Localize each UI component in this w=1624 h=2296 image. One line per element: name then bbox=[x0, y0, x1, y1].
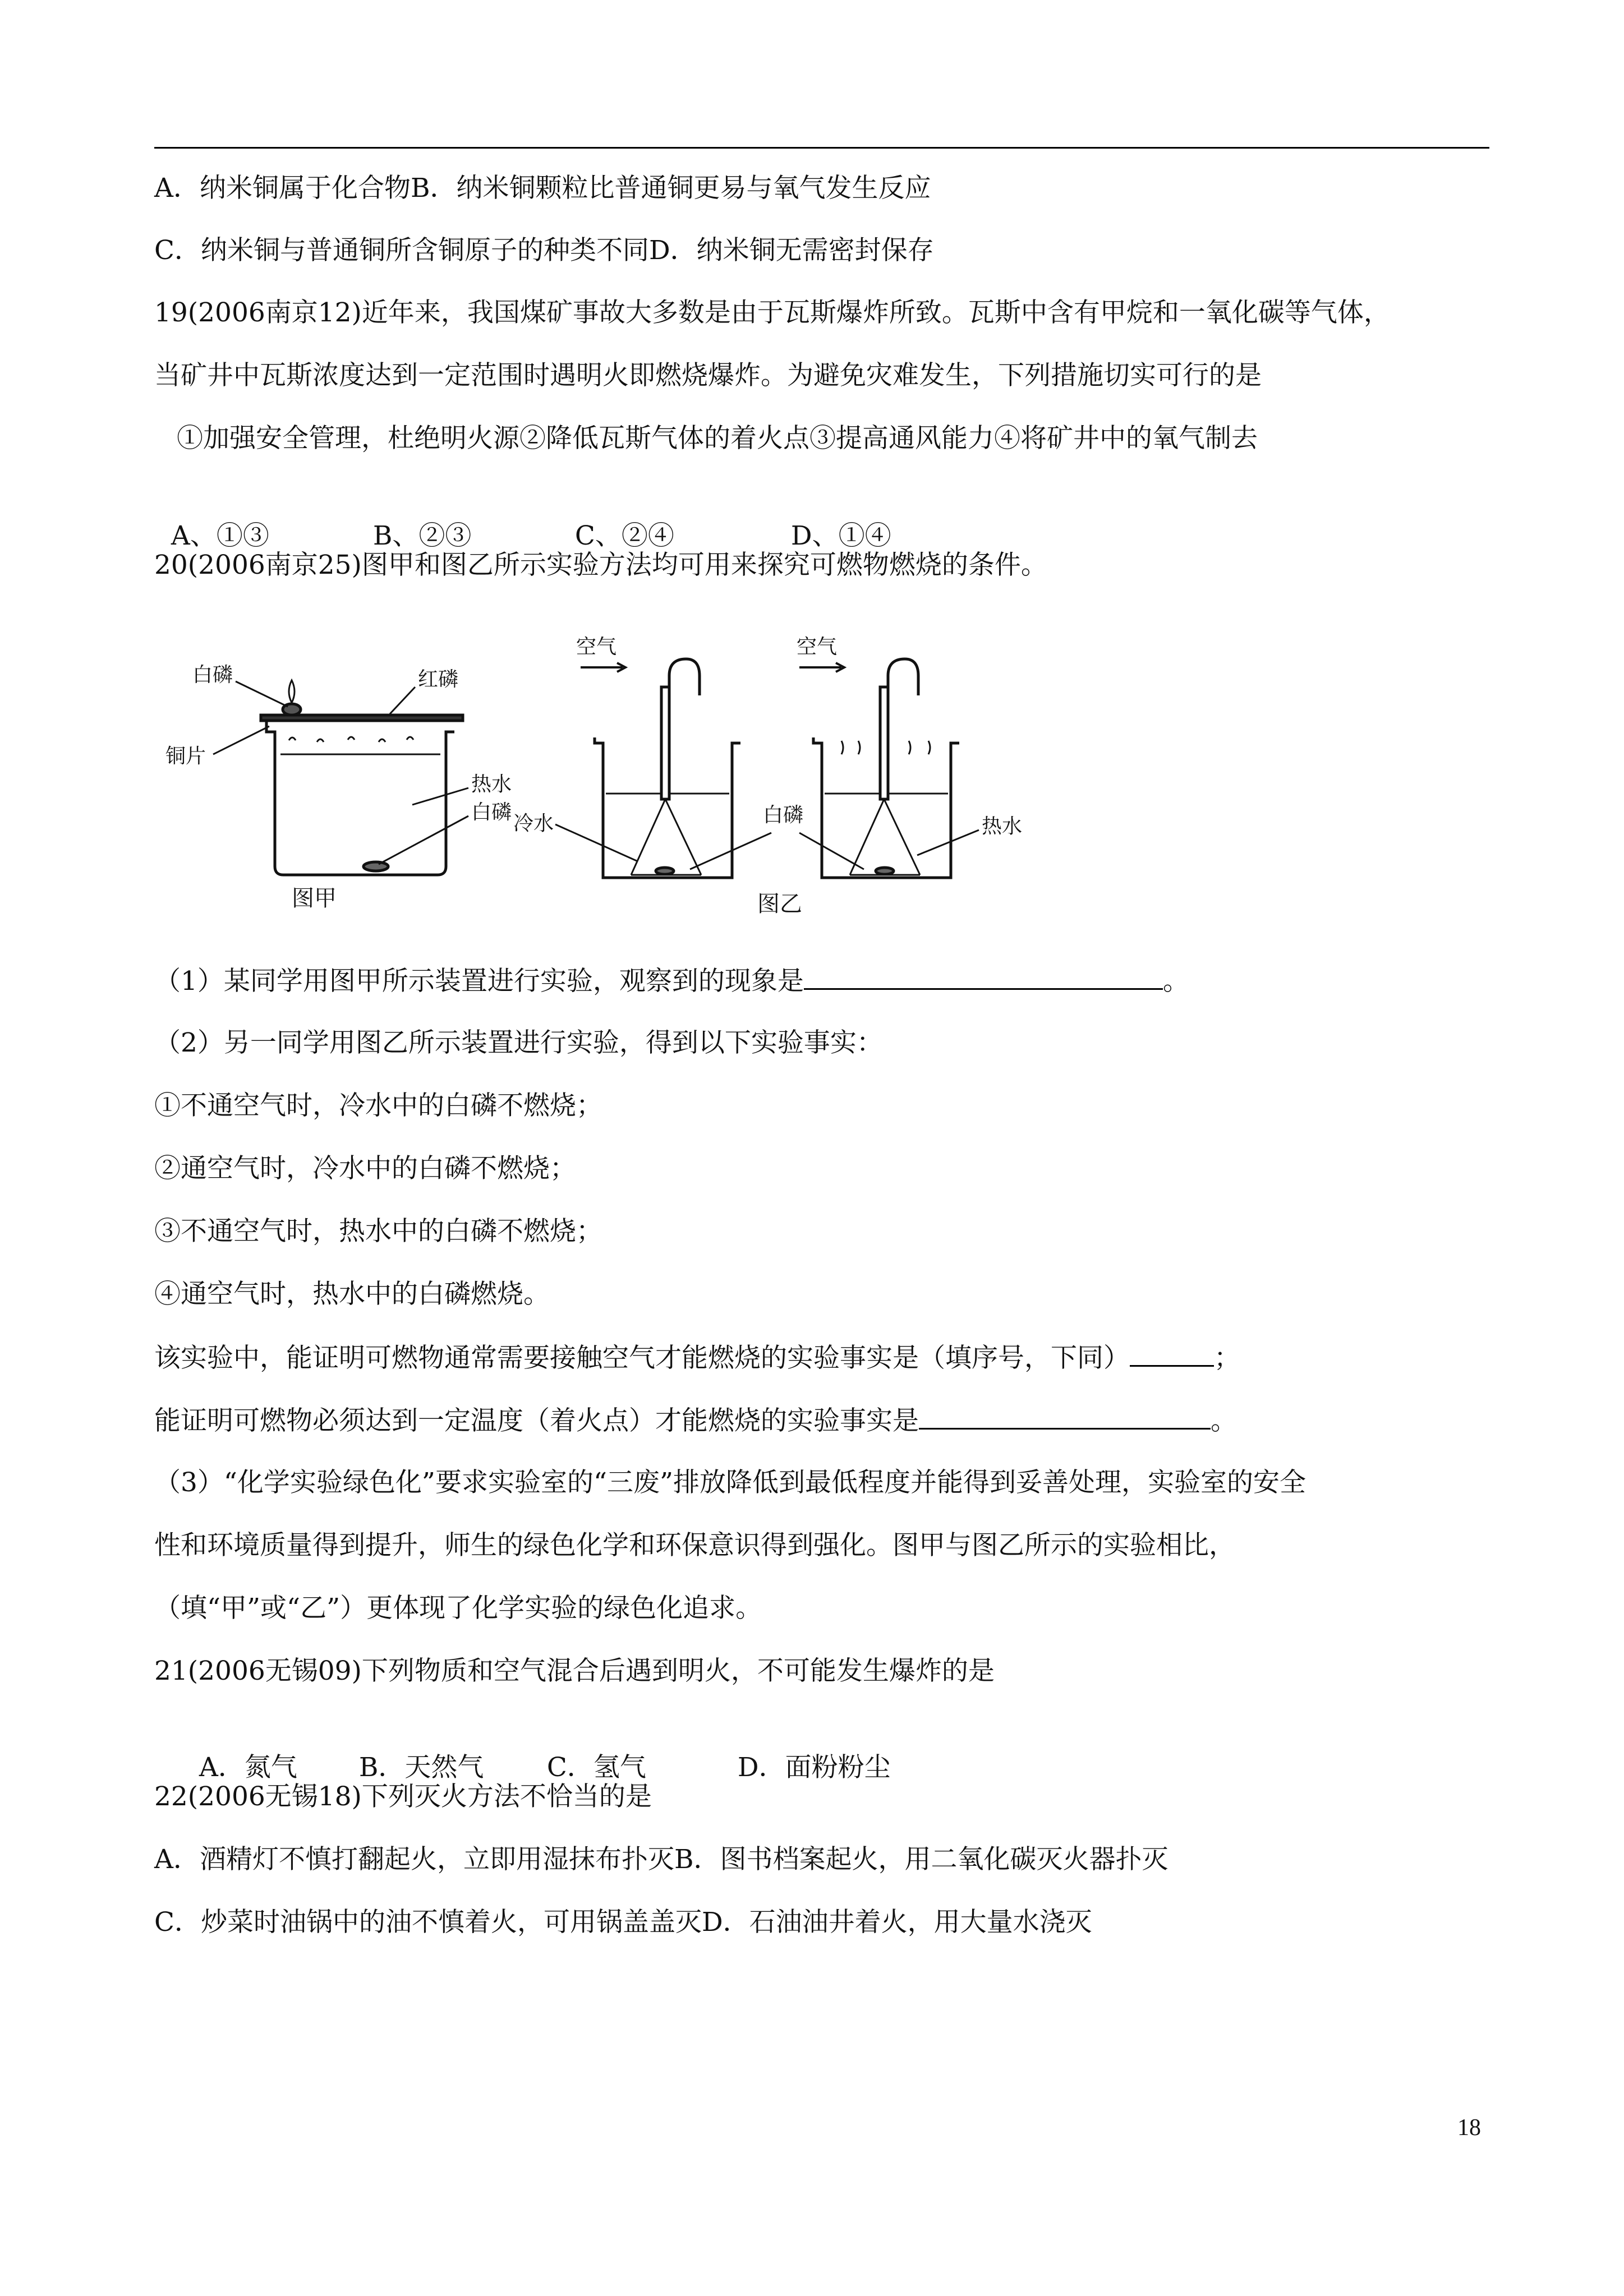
q20-proof-temp-blank[interactable] bbox=[919, 1403, 1211, 1430]
q20-proof-temp bbox=[154, 1403, 1237, 1438]
q20-part3-line3: （填“甲”或“乙”）更体现了化学实验的绿色化追求。 bbox=[154, 1593, 762, 1624]
label-hot-water-a: 热水 bbox=[471, 773, 512, 796]
figure-a-beaker bbox=[213, 680, 468, 875]
q20-proof-air-blank[interactable] bbox=[1130, 1340, 1214, 1367]
label-copper-sheet: 铜片 bbox=[165, 745, 206, 768]
q20-fact-2: ②通空气时，冷水中的白磷不燃烧； bbox=[154, 1153, 576, 1184]
figure-b-hot-beaker bbox=[799, 659, 979, 878]
q21-options bbox=[182, 1717, 891, 1785]
q20-part3-line1: （3）“化学实验绿色化”要求实验室的“三废”排放降低到最低程度并能得到妥善处理，实验室的安全 bbox=[154, 1467, 1306, 1498]
q20-part2: （2）另一同学用图乙所示装置进行实验，得到以下实验事实： bbox=[154, 1027, 883, 1058]
q20-proof-temp-end: 。 bbox=[1211, 1405, 1237, 1436]
q21-option-b: B．天然气 bbox=[358, 1752, 484, 1783]
q20-proof-air bbox=[154, 1340, 1240, 1375]
label-white-phosphorus-top: 白磷 bbox=[192, 663, 233, 686]
q19-option-a: A、①③ bbox=[171, 520, 269, 551]
q20-part1-end: 。 bbox=[1162, 966, 1189, 997]
q21-option-a: A．氮气 bbox=[199, 1752, 297, 1783]
label-air-2: 空气 bbox=[797, 635, 838, 658]
q19-option-c: C、②④ bbox=[574, 520, 674, 551]
q20-stem: 20(2006南京25)图甲和图乙所示实验方法均可用来探究可燃物燃烧的条件。 bbox=[154, 550, 1047, 580]
q21-option-c: C．氢气 bbox=[546, 1752, 646, 1783]
header-rule bbox=[154, 147, 1489, 149]
label-white-phosphorus-mid: 白磷 bbox=[763, 804, 804, 827]
label-cold-water: 冷水 bbox=[513, 812, 554, 835]
q20-proof-temp-text: 能证明可燃物必须达到一定温度（着火点）才能燃烧的实验事实是 bbox=[154, 1405, 919, 1436]
figure-b-cold-beaker bbox=[555, 659, 771, 878]
q22-options-ab: A．酒精灯不慎打翻起火，立即用湿抹布扑灭B．图书档案起火，用二氧化碳灭火器扑灭 bbox=[154, 1844, 1168, 1875]
experiment-diagram bbox=[154, 620, 1052, 934]
q19-option-b: B、②③ bbox=[372, 520, 472, 551]
caption-figure-b: 图乙 bbox=[757, 891, 802, 917]
q22-options-cd: C．炒菜时油锅中的油不慎着火，可用锅盖盖灭D．石油油井着火，用大量水浇灭 bbox=[154, 1907, 1092, 1938]
q20-proof-air-end: ； bbox=[1214, 1343, 1240, 1373]
q20-part1-text: （1）某同学用图甲所示装置进行实验，观察到的现象是 bbox=[154, 966, 804, 997]
q19-stem-line2: 当矿井中瓦斯浓度达到一定范围时遇明火即燃烧爆炸。为避免灾难发生，下列措施切实可行的是 bbox=[154, 360, 1262, 391]
q20-fact-3: ③不通空气时，热水中的白磷不燃烧； bbox=[154, 1216, 602, 1247]
label-white-phosphorus-bottom: 白磷 bbox=[471, 801, 512, 824]
label-red-phosphorus: 红磷 bbox=[418, 668, 459, 691]
caption-figure-a: 图甲 bbox=[292, 886, 337, 911]
label-hot-water-b: 热水 bbox=[982, 815, 1023, 838]
q18-options-cd: C．纳米铜与普通铜所含铜原子的种类不同D．纳米铜无需密封保存 bbox=[154, 235, 934, 266]
q20-part1 bbox=[154, 963, 1189, 998]
q20-part1-answer-blank[interactable] bbox=[804, 963, 1163, 990]
q20-fact-1: ①不通空气时，冷水中的白磷不燃烧； bbox=[154, 1090, 602, 1121]
q18-options-ab: A．纳米铜属于化合物B．纳米铜颗粒比普通铜更易与氧气发生反应 bbox=[154, 173, 931, 204]
q21-stem: 21(2006无锡09)下列物质和空气混合后遇到明火，不可能发生爆炸的是 bbox=[154, 1656, 995, 1686]
q19-option-d: D、①④ bbox=[790, 520, 891, 551]
q20-proof-air-text: 该实验中，能证明可燃物通常需要接触空气才能燃烧的实验事实是（填序号，下同） bbox=[154, 1343, 1130, 1373]
label-air-1: 空气 bbox=[576, 635, 617, 658]
page-number: 18 bbox=[1457, 2115, 1481, 2141]
q19-stem-line1: 19(2006南京12)近年来，我国煤矿事故大多数是由于瓦斯爆炸所致。瓦斯中含有甲烷和一氧化碳等气体， bbox=[154, 297, 1390, 328]
q22-stem: 22(2006无锡18)下列灭火方法不恰当的是 bbox=[154, 1781, 652, 1812]
q19-measures: ①加强安全管理，杜绝明火源②降低瓦斯气体的着火点③提高通风能力④将矿井中的氧气制去 bbox=[177, 423, 1258, 454]
q19-options bbox=[154, 486, 891, 553]
q20-part3-line2: 性和环境质量得到提升，师生的绿色化学和环保意识得到强化。图甲与图乙所示的实验相比， bbox=[154, 1530, 1235, 1561]
q20-fact-4: ④通空气时，热水中的白磷燃烧。 bbox=[154, 1279, 550, 1310]
q21-option-d: D．面粉粉尘 bbox=[737, 1752, 891, 1783]
experiment-figure bbox=[154, 620, 1052, 934]
